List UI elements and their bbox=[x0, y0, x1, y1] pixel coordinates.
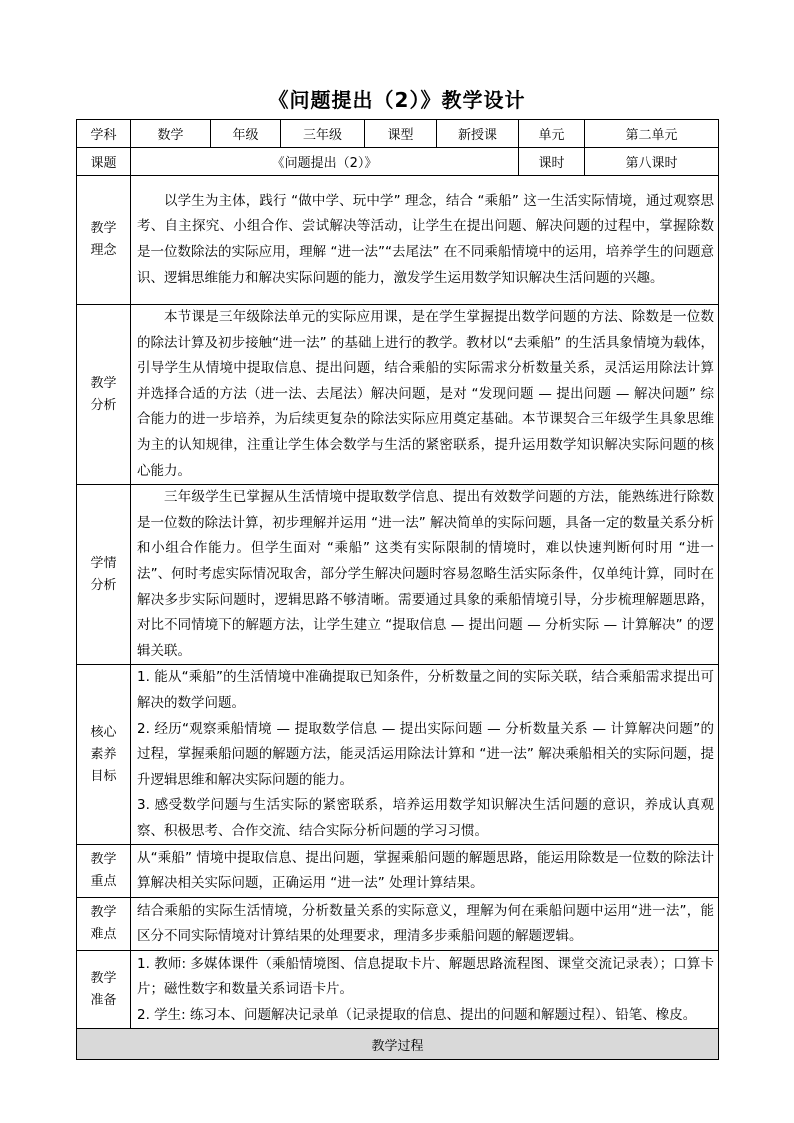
type-value: 新授课 bbox=[437, 120, 519, 148]
period-label: 课时 bbox=[519, 148, 585, 176]
process-row bbox=[77, 1029, 719, 1060]
analysis-row bbox=[77, 305, 719, 485]
topic-row bbox=[77, 148, 719, 176]
prep-item-2: 2. 学生: 练习本、问题解决记录单（记录提取的信息、提出的问题和解题过程）、铅笔、橡皮。 bbox=[137, 1006, 697, 1023]
prep-row bbox=[77, 951, 719, 1029]
lesson-plan-table bbox=[76, 119, 719, 1060]
difficulties-row bbox=[77, 898, 719, 951]
difficulties-label: 教学 难点 bbox=[77, 898, 131, 951]
concept-content bbox=[131, 176, 719, 305]
grade-label: 年级 bbox=[211, 120, 281, 148]
analysis-text: 本节课是三年级除法单元的实际应用课，是在学生掌握提出数学问题的方法、除数是一位数的除法计算及初步接触“进一法” 的基础上进行的教学。教材以“去乘船” 的生活具象情境为载体，引导学生从情境中提取信息、提出问题，结合乘船的实际需求分析数量关系，灵活运用除法计算并选择合适的方法（进一法、去尾法）解决问题，是对 “发现问题 — 提出问题 — 解决问题” 综合能力的进一步培养，为后续更复杂的除法实际应用奠定基础。本节课契合三年级学生具象思维为主的认知规律，注重让学生体会数学与生活的紧密联系，提升运用数学知识解决实际问题的核心能力。 bbox=[137, 309, 714, 479]
students-text: 三年级学生已掌握从生活情境中提取数学信息、提出有效数学问题的方法，能熟练进行除数是一位数的除法计算，初步理解并运用 “进一法” 解决简单的实际问题，具备一定的数量关系分析和小组合作能力。但学生面对 “乘船” 这类有实际限制的情境时，难以快速判断何时用 “进一法”、何时考虑实际情况取舍，部分学生解决问题时容易忽略生活实际条件，仅单纯计算，同时在解决多步实际问题时，逻辑思路不够清晰。需要通过具象的乘船情境引导，分步梳理解题思路，对比不同情境下的解题方法，让学生建立 “提取信息 — 提出问题 — 分析实际 — 计算解决” 的逻辑关联。 bbox=[137, 489, 714, 659]
unit-label: 单元 bbox=[519, 120, 585, 148]
process-heading: 教学过程 bbox=[77, 1029, 719, 1060]
key-points-text: 从“乘船” 情境中提取信息、提出问题，掌握乘船问题的解题思路，能运用除数是一位数的除法计算解决相关实际问题，正确运用 “进一法” 处理计算结果。 bbox=[137, 849, 714, 892]
goals-content bbox=[131, 665, 719, 845]
analysis-content bbox=[131, 305, 719, 485]
document-title: 《问题提出（2）》教学设计 bbox=[268, 88, 526, 112]
goals-label: 核心 素养 目标 bbox=[77, 665, 131, 845]
subject-label: 学科 bbox=[77, 120, 131, 148]
topic-label: 课题 bbox=[77, 148, 131, 176]
concept-row bbox=[77, 176, 719, 305]
prep-label: 教学 准备 bbox=[77, 951, 131, 1029]
goals-row bbox=[77, 665, 719, 845]
period-value: 第八课时 bbox=[585, 148, 719, 176]
type-label: 课型 bbox=[365, 120, 437, 148]
goal-item-2: 2. 经历“观察乘船情境 — 提取数学信息 — 提出实际问题 — 分析数量关系 — 计算解决问题”的过程，掌握乘船问题的解题方法，能灵活运用除法计算和 “进一法” 解决乘船相关的实际问题，提升逻辑思维和解决实际问题的能力。 bbox=[137, 720, 714, 788]
info-row bbox=[77, 120, 719, 148]
prep-content bbox=[131, 951, 719, 1029]
topic-value: 《问题提出（2）》 bbox=[131, 148, 519, 176]
difficulties-text: 结合乘船的实际生活情境，分析数量关系的实际意义，理解为何在乘船问题中运用“进一法”，能区分不同实际情境对计算结果的处理要求，理清多步乘船问题的解题逻辑。 bbox=[137, 902, 714, 945]
difficulties-content bbox=[131, 898, 719, 951]
goal-item-1: 1. 能从“乘船”的生活情境中准确提取已知条件，分析数量之间的实际关联，结合乘船需求提出可解决的数学问题。 bbox=[137, 669, 714, 711]
key-points-content bbox=[131, 845, 719, 898]
students-label: 学情 分析 bbox=[77, 485, 131, 665]
analysis-label: 教学 分析 bbox=[77, 305, 131, 485]
concept-text: 以学生为主体，践行 “做中学、玩中学” 理念，结合 “乘船” 这一生活实际情境，通过观察思考、自主探究、小组合作、尝试解决等活动，让学生在提出问题、解决问题的过程中，掌握除数是一位数除法的实际应用，理解 “进一法”“去尾法” 在不同乘船情境中的运用，培养学生的问题意识、逻辑思维能力和解决实际问题的能力，激发学生运用数学知识解决生活问题的兴趣。 bbox=[137, 192, 714, 286]
subject-value: 数学 bbox=[131, 120, 211, 148]
students-content bbox=[131, 485, 719, 665]
key-points-label: 教学 重点 bbox=[77, 845, 131, 898]
key-points-row bbox=[77, 845, 719, 898]
grade-value: 三年级 bbox=[281, 120, 365, 148]
goal-item-3: 3. 感受数学问题与生活实际的紧密联系，培养运用数学知识解决生活问题的意识，养成认真观察、积极思考、合作交流、结合实际分析问题的学习习惯。 bbox=[137, 797, 714, 839]
prep-item-1: 1. 教师: 多媒体课件（乘船情境图、信息提取卡片、解题思路流程图、课堂交流记录表）；口算卡片；磁性数字和数量关系词语卡片。 bbox=[137, 955, 714, 998]
unit-value: 第二单元 bbox=[585, 120, 719, 148]
concept-label: 教学 理念 bbox=[77, 176, 131, 305]
students-row bbox=[77, 485, 719, 665]
